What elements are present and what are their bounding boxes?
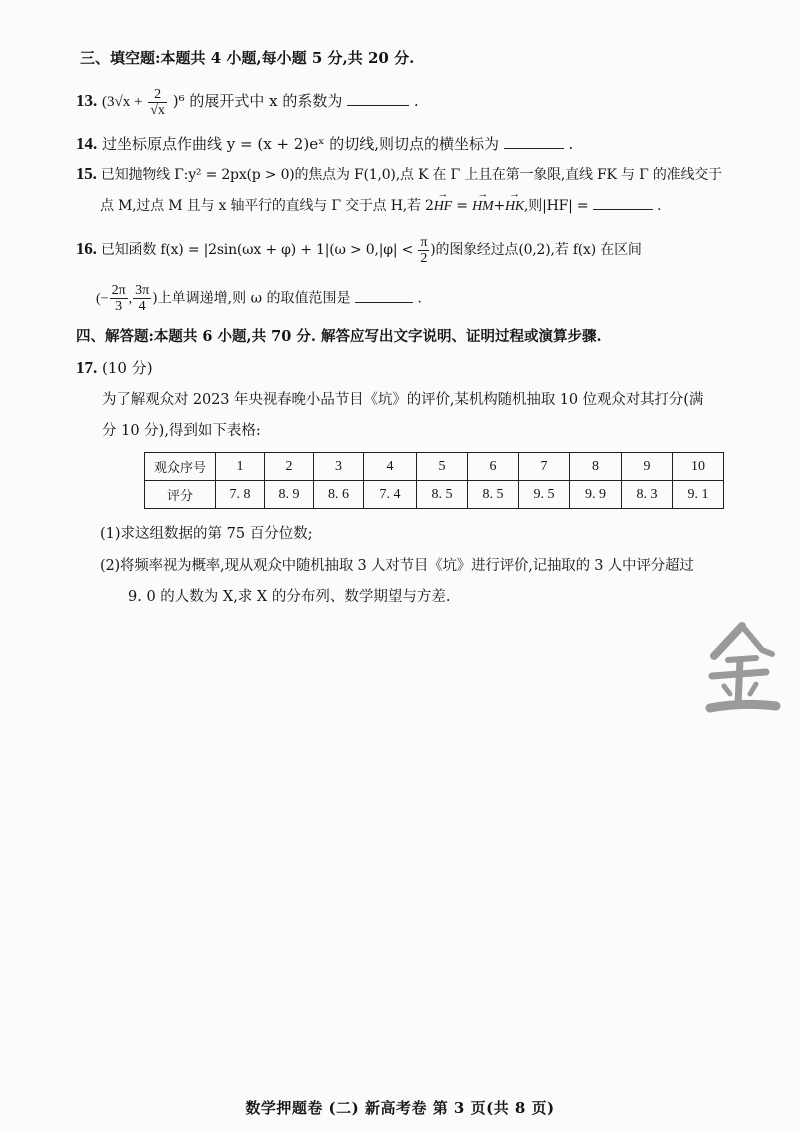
table-cell-id: 4 xyxy=(364,453,417,481)
q16-fraction-1-numerator: π xyxy=(420,234,428,250)
q16-text-line-1a: 已知函数 f(x) = |2sin(ωx + φ) + 1|(ω > 0,|φ| < xyxy=(100,242,414,258)
q15-end: . xyxy=(656,198,662,214)
q13-expression-start: (3√x + xyxy=(102,94,143,110)
question-13 xyxy=(76,86,419,118)
vector-hk: → HK xyxy=(505,196,524,218)
score-table xyxy=(144,452,724,509)
question-16-line-1 xyxy=(76,234,642,266)
table-cell-score: 8. 5 xyxy=(468,481,519,509)
vector-hf: → HF xyxy=(434,196,452,218)
table-cell-score: 9. 9 xyxy=(570,481,622,509)
q17-part-1: (1)求这组数据的第 75 百分位数; xyxy=(100,526,313,542)
q16-answer-blank[interactable] xyxy=(355,288,413,303)
q16-end: . xyxy=(417,290,422,307)
table-cell-id: 1 xyxy=(216,453,265,481)
q16-fraction-2pi-over-3 xyxy=(110,283,128,314)
table-cell-id: 9 xyxy=(622,453,673,481)
q16-fraction-3-denominator: 4 xyxy=(138,299,146,314)
table-cell-id: 5 xyxy=(417,453,468,481)
q15-answer-blank[interactable] xyxy=(593,195,653,210)
q16-interval-comma: , xyxy=(128,291,133,307)
table-cell-score: 8. 9 xyxy=(265,481,314,509)
q13-fraction-numerator: 2 xyxy=(148,87,167,103)
q13-end: . xyxy=(413,92,419,110)
table-cell-score: 8. 6 xyxy=(314,481,364,509)
question-17-header xyxy=(76,357,153,379)
q13-fraction-denominator: √x xyxy=(150,102,165,118)
q13-answer-blank[interactable] xyxy=(347,91,409,106)
table-cell-id: 6 xyxy=(468,453,519,481)
q15-text-line-2b: ,则|HF| = xyxy=(524,198,589,214)
q15-text-line-1: 已知抛物线 Γ:y² = 2px(p > 0)的焦点为 F(1,0),点 K 在 Γ 上且在第一象限,直线 FK 与 Γ 的准线交于 xyxy=(100,167,722,183)
q16-fraction-2-denominator: 3 xyxy=(115,299,123,314)
table-cell-id: 10 xyxy=(673,453,724,481)
question-17-number: 17. xyxy=(76,358,98,377)
q16-fraction-2-numerator: 2π xyxy=(111,283,126,298)
q16-fraction-3-numerator: 3π xyxy=(135,283,150,298)
section-3-title: 三、填空题:本题共 4 小题,每小题 5 分,共 20 分. xyxy=(80,49,415,67)
table-cell-score: 7. 8 xyxy=(216,481,265,509)
table-cell-score: 8. 3 xyxy=(622,481,673,509)
table-row-scores xyxy=(145,481,724,509)
table-cell-score: 9. 5 xyxy=(519,481,570,509)
question-15-line-2 xyxy=(100,195,661,218)
q16-fraction-pi-over-2 xyxy=(418,235,429,266)
table-cell-id: 2 xyxy=(265,453,314,481)
table-score-label: 评分 xyxy=(145,481,216,509)
table-cell-id: 8 xyxy=(570,453,622,481)
table-row-ids xyxy=(145,453,724,481)
q16-fraction-1-denominator: 2 xyxy=(420,250,428,266)
q14-answer-blank[interactable] xyxy=(504,134,564,149)
q17-part-2-line-2: 9. 0 的人数为 X,求 X 的分布列、数学期望与方差. xyxy=(128,589,451,605)
q15-plus: + xyxy=(493,198,505,214)
question-14-number: 14. xyxy=(76,134,98,153)
question-13-number: 13. xyxy=(76,91,98,110)
watermark-seal xyxy=(702,620,782,720)
q15-text-line-2a: 点 M,过点 M 且与 x 轴平行的直线与 Γ 交于点 H,若 2 xyxy=(100,198,434,214)
q16-text-line-1b: )的图象经过点(0,2),若 f(x) 在区间 xyxy=(430,242,642,258)
question-15-line-1 xyxy=(76,163,722,186)
q16-text-line-2b: )上单调递增,则 ω 的取值范围是 xyxy=(152,290,351,307)
question-14 xyxy=(76,133,573,155)
section-4-title: 四、解答题:本题共 6 小题,共 70 分. 解答应写出文字说明、证明过程或演算步骤. xyxy=(76,328,602,345)
q13-fraction xyxy=(148,87,167,118)
table-cell-id: 3 xyxy=(314,453,364,481)
table-cell-id: 7 xyxy=(519,453,570,481)
question-16-number: 16. xyxy=(76,239,97,258)
q14-end: . xyxy=(568,135,574,153)
page-footer: 数学押题卷 (二) 新高考卷 第 3 页(共 8 页) xyxy=(245,1099,555,1117)
table-cell-score: 8. 5 xyxy=(417,481,468,509)
q14-text: 过坐标原点作曲线 y = (x + 2)eˣ 的切线,则切点的横坐标为 xyxy=(102,135,499,153)
table-cell-score: 9. 1 xyxy=(673,481,724,509)
q16-interval-open: (− xyxy=(96,291,109,307)
table-header-label: 观众序号 xyxy=(145,453,216,481)
table-cell-score: 7. 4 xyxy=(364,481,417,509)
q15-equals: = xyxy=(456,198,468,214)
q16-fraction-3pi-over-4 xyxy=(133,283,151,314)
q17-intro-line-1: 为了解观众对 2023 年央视春晚小品节目《坑》的评价,某机构随机抽取 10 位观众对其打分(满 xyxy=(102,392,704,408)
question-15-number: 15. xyxy=(76,164,97,183)
question-16-line-2 xyxy=(96,283,422,315)
vector-hm: → HM xyxy=(472,196,493,218)
q17-intro-line-2: 分 10 分),得到如下表格: xyxy=(102,423,261,439)
q17-points: (10 分) xyxy=(102,359,153,377)
q13-text: )⁶ 的展开式中 x 的系数为 xyxy=(172,92,343,110)
q17-part-2-line-1: (2)将频率视为概率,现从观众中随机抽取 3 人对节目《坑》进行评价,记抽取的 3 人中评分超过 xyxy=(100,558,694,574)
